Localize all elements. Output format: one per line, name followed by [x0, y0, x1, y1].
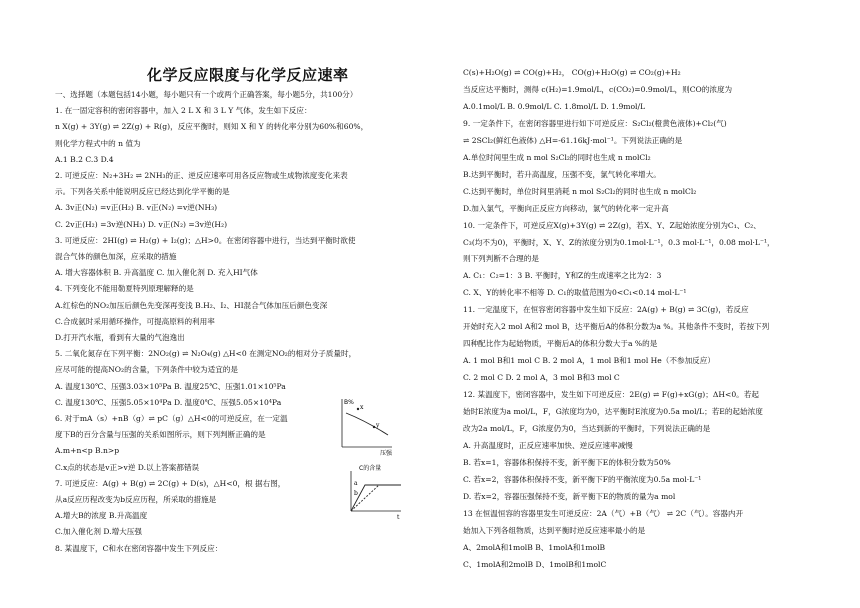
left-line: 从a反应历程改变为b反应历程，所采取的措施是 — [55, 495, 217, 504]
right-line: 11. 一定温度下，在恒容密闭容器中发生如下反应：2A(g) + B(g) ⇌ 3C(g)，若反应 — [463, 305, 749, 314]
right-line: A. 1 mol B和1 mol C B. 2 mol A，1 mol B和1 mol He（不参加反应） — [463, 356, 715, 365]
left-line: 4. 下列变化不能用勒夏特列原理解释的是 — [55, 284, 194, 293]
right-line: A. C₁：C₂=1：3 B. 平衡时，Y和Z的生成速率之比为2：3 — [463, 271, 662, 280]
left-line: C.x点的状态是v正>v逆 D.以上答案都错误 — [55, 463, 200, 472]
left-line: A.增大B的浓度 B.升高温度 — [55, 511, 148, 520]
right-line: A.0.1mol/L B. 0.9mol/L C. 1.8mol/L D. 1.9mol/L — [463, 102, 646, 111]
figure7-ylabel: C的含量 — [359, 465, 382, 472]
right-line: A.单位时间里生成 n mol S₂Cl₂的同时也生成 n molCl₂ — [463, 153, 651, 162]
left-line: n X(g) + 3Y(g) ⇌ 2Z(g) + R(g)，反应平衡时，则知 X 和 Y 的转化率分别为60%和60%， — [55, 122, 369, 131]
right-line: C、1molA和2molB D、1molB和1molC — [463, 560, 607, 569]
right-line: D.加入氯气，平衡向正反应方向移动，氯气的转化率一定升高 — [463, 204, 669, 213]
right-line: 当反应达平衡时，测得 c(H₂)=1.9mol/L，c(CO₂)=0.9mol/L，则CO的浓度为 — [463, 85, 733, 94]
left-line: A.m+n<p B.n>p — [55, 446, 120, 455]
right-line: C(s)+H₂O(g) ⇌ CO(g)+H₂， CO(g)+H₂O(g) ⇌ CO₂(g)+H₂ — [463, 68, 681, 77]
left-line: A. 温度130℃、压强3.03×10⁵Pa B. 温度25℃、压强1.01×10⁵Pa — [55, 382, 286, 391]
right-line: 13 在恒温恒容的容器里发生可逆反应：2A（气）+B（气） ⇌ 2C（气）。容器内开 — [463, 509, 744, 518]
right-line: B. 若x=1，容器体积保持不变，新平衡下E的体积分数为50% — [463, 458, 671, 467]
right-line: 9. 一定条件下，在密闭容器里进行如下可逆反应：S₂Cl₂(橙黄色液体)+Cl₂(气) — [463, 119, 727, 128]
right-line: B.达到平衡时，若升高温度，压强不变，氯气转化率增大。 — [463, 170, 661, 179]
figure7-xlabel: t — [397, 514, 400, 521]
figure7-curve-a: a — [354, 480, 358, 487]
left-line: 示。下列各关系中能说明反应已经达到化学平衡的是 — [55, 187, 230, 196]
left-line: 8. 某温度下，C和水在密闭容器中发生下列反应： — [55, 544, 223, 553]
figure-c-content-vs-time — [345, 463, 405, 521]
left-line: C.合成氨时采用循环操作，可提高原料的利用率 — [55, 317, 215, 326]
right-line: A. 升高温度时，正反应速率加快、逆反应速率减慢 — [463, 441, 633, 450]
left-line: A.1 B.2 C.3 D.4 — [55, 155, 114, 164]
right-line: C. X、Y的转化率不相等 D. C₁的取值范围为0<C₁<0.14 mol·L⁻¹ — [463, 288, 687, 297]
left-line: 6. 对于mA（s）+nB（g）⇌ pC（g）△H<0的可逆反应，在一定温 — [55, 414, 288, 423]
left-line: 则化学方程式中的 n 值为 — [55, 139, 141, 148]
right-line: ⇌ 2SCl₂(鲜红色液体) △H=-61.16kJ·mol⁻¹。下列说法正确的是 — [463, 136, 683, 145]
left-line: A. 3v正(N₂) =v正(H₂) B. v正(N₂) =v逆(NH₃) — [55, 203, 218, 212]
left-line: 7. 可逆反应：A(g) + B(g) ⇌ 2C(g) + D(s)，△H<0，根 据右图， — [55, 479, 286, 488]
left-line: C. 温度130℃、压强5.05×10⁴Pa D. 温度0℃、压强5.05×10⁴Pa — [55, 398, 282, 407]
right-line: 开始时充入2 mol A和2 mol B，达平衡后A的体积分数为a %。其他条件不变时，若按下列 — [463, 322, 770, 331]
left-line: A. 增大容器体积 B. 升高温度 C. 加入催化剂 D. 充入HI气体 — [55, 268, 258, 277]
page-title: 化学反应限度与化学反应速率 — [147, 66, 349, 84]
right-line: 则下列判断不合理的是 — [463, 254, 539, 263]
left-line: 3. 可逆反应：2HI(g) ⇌ H₂(g) + I₂(g)；△H>0。在密闭容器中进行，当达到平衡时欲使 — [55, 236, 356, 245]
right-line: C. 若x=2，容器体积保持不变，新平衡下F的平衡浓度为0.5a mol·L⁻¹ — [463, 475, 702, 484]
right-line: 始时E浓度为a mol/L，F，G浓度均为0，达平衡时E浓度为0.5a mol/L；若E的起始浓度 — [463, 407, 763, 416]
left-line: 1. 在一固定容积的密闭容器中，加入 2 L X 和 3 L Y 气体，发生如下反应： — [55, 106, 312, 115]
figure7-curve-b: b — [354, 490, 358, 497]
figure6-xlabel: 压强 — [380, 450, 393, 457]
left-line: C.加入催化剂 D.增大压强 — [55, 527, 142, 536]
right-line: 改为2a mol/L，F，G浓度仍为0，当达到新的平衡时，下列说法正确的是 — [463, 424, 711, 433]
left-line: 2. 可逆反应：N₂+3H₂ ⇌ 2NH₃的正、逆反应速率可用各反应物或生成物浓度变化来表 — [55, 171, 348, 180]
right-line: C.达到平衡时，单位时间里消耗 n mol S₂Cl₂的同时也生成 n molCl₂ — [463, 187, 697, 196]
left-line: 应尽可能的提高NO₂的含量，下列条件中较为适宜的是 — [55, 365, 238, 374]
right-line: C₃(均不为0)，平衡时，X、Y、Z的浓度分别为0.1mol·L⁻¹，0.3 mol·L⁻¹，0.08 mol·L⁻¹， — [463, 238, 775, 247]
figure-b-percent-vs-pressure — [336, 395, 396, 457]
left-line: C. 2v正(H₂) =3v逆(NH₃) D. v正(N₂) =3v逆(H₂) — [55, 220, 228, 229]
left-line: 混合气体的颜色加深，应采取的措施 — [55, 252, 177, 261]
figure6-ylabel: B% — [344, 399, 354, 406]
left-line: 5. 二氧化氮存在下列平衡：2NO₂(g) ⇌ N₂O₄(g) △H<0 在测定NO₂的相对分子质量时， — [55, 349, 357, 358]
left-line: A.红棕色的NO₂加压后颜色先变深再变浅 B.H₂、I₂、HI混合气体加压后颜色变深 — [55, 301, 328, 310]
right-line: 10. 一定条件下，可逆反应X(g)+3Y(g) ⇌ 2Z(g)，若X、Y、Z起始浓度分别为C₁、C₂、 — [463, 221, 761, 230]
right-line: D. 若x=2，容器压强保持不变，新平衡下E的物质的量为a mol — [463, 492, 676, 501]
figure6-point-x: x — [360, 404, 364, 411]
figure6-point-y: y — [376, 422, 380, 429]
right-line: 12. 某温度下，密闭容器中，发生如下可逆反应：2E(g) ⇌ F(g)+xG(g)；ΔH<0。若起 — [463, 390, 759, 399]
left-line: 一、选择题（本题包括14小题，每小题只有一个或两个正确答案，每小题5分，共100分） — [55, 90, 358, 99]
right-line: 始加入下列各组物质，达到平衡时逆反应速率最小的是 — [463, 526, 646, 535]
left-line: 度下B的百分含量与压强的关系如图所示，则下列判断正确的是 — [55, 430, 266, 439]
right-line: C. 2 mol C D. 2 mol A，3 mol B和3 mol C — [463, 373, 620, 382]
right-line: 四种配比作为起始物质，平衡后A的体积分数大于a %的是 — [463, 339, 658, 348]
left-line: D.打开汽水瓶，看到有大量的气泡逸出 — [55, 333, 185, 342]
right-line: A、2molA和1molB B、1molA和1molB — [463, 543, 606, 552]
